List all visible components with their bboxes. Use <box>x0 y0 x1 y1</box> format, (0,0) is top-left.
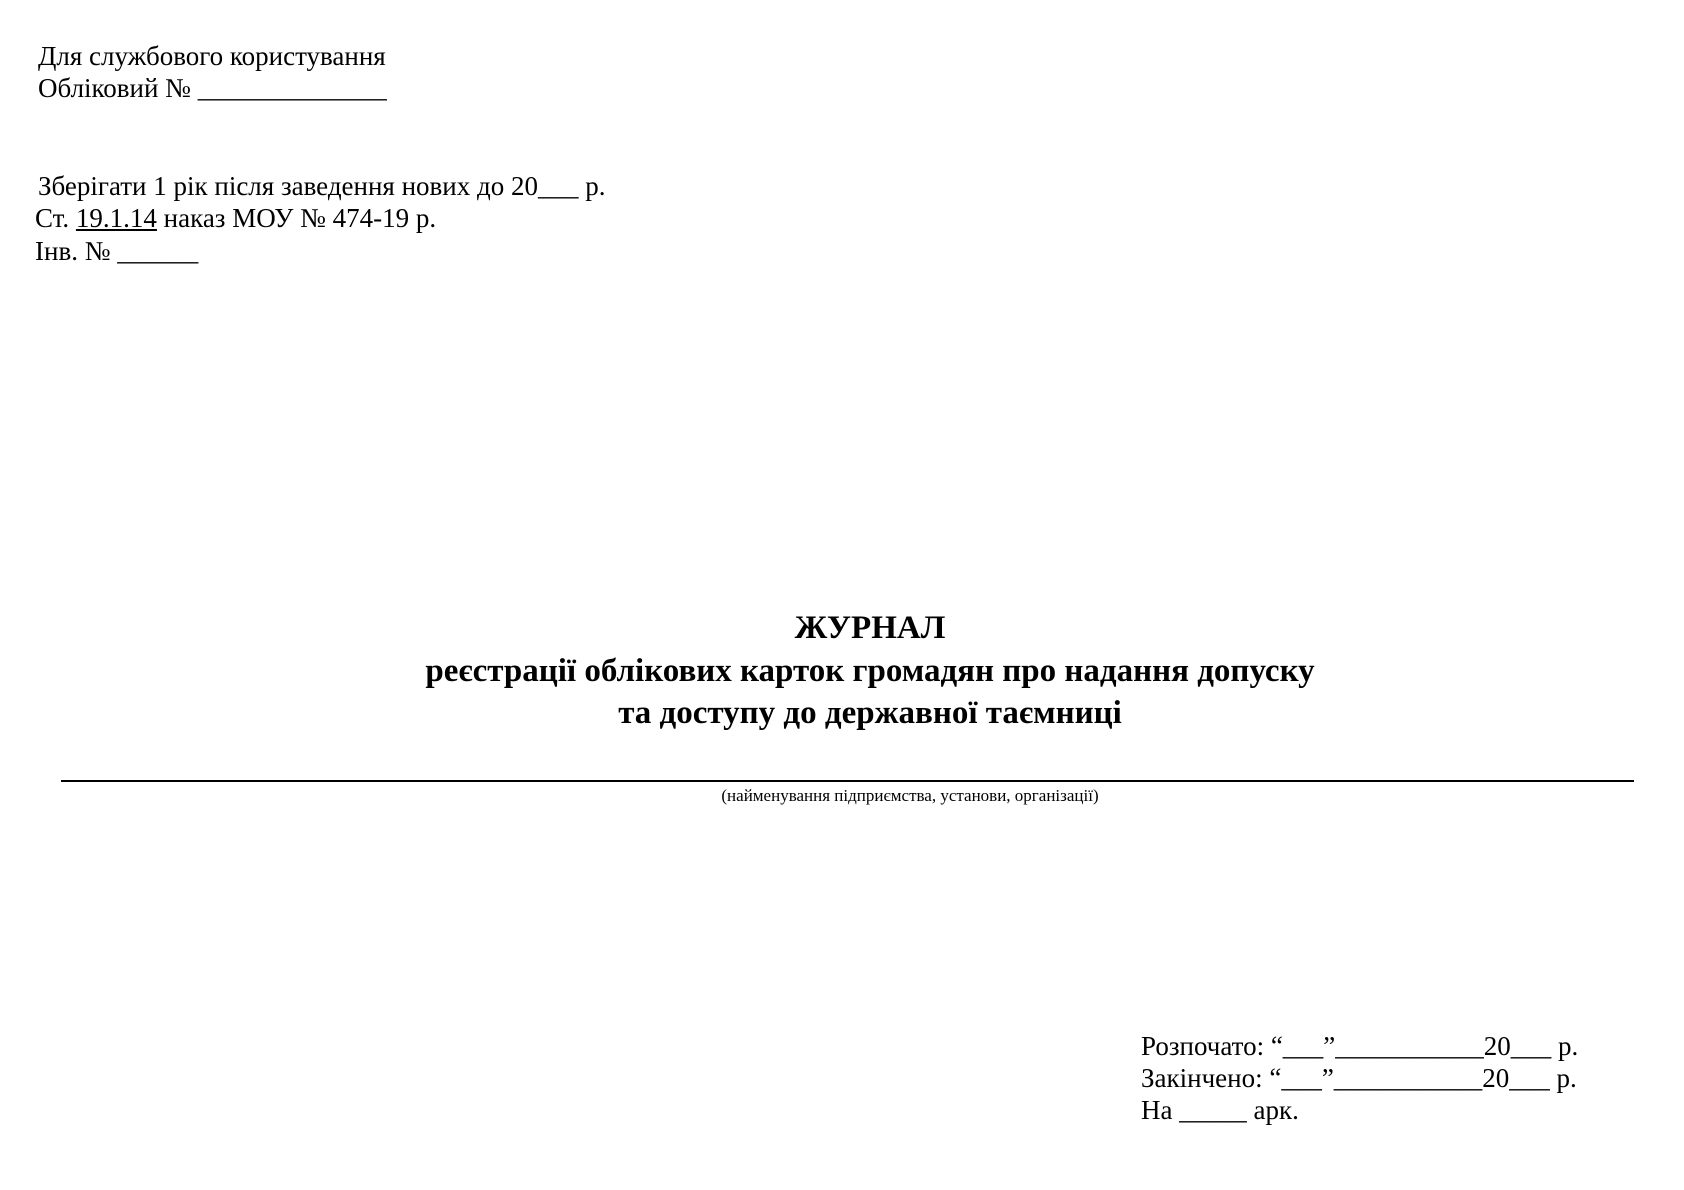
article-suffix: наказ МОУ № 474-19 р. <box>163 203 437 233</box>
journal-subtitle-line2: та доступу до державної таємниці <box>618 695 1122 731</box>
journal-subtitle-line1: реєстрації облікових карток громадян про надання допуску <box>425 653 1315 689</box>
finished-date-field: Закінчено: “___”___________20___ р. <box>1141 1063 1577 1093</box>
organization-caption: (найменування підприємства, установи, організації) <box>721 786 1099 805</box>
account-number-field: Обліковий № ______________ <box>38 73 387 103</box>
journal-title: ЖУРНАЛ <box>794 610 946 646</box>
started-date-field: Розпочато: “___”___________20___ р. <box>1141 1031 1579 1061</box>
sheet-count-field: На _____ арк. <box>1141 1095 1299 1125</box>
article-reference <box>35 202 436 234</box>
restriction-label: Для службового користування <box>38 41 386 71</box>
storage-term: Зберігати 1 рік після заведення нових до 20___ р. <box>38 171 606 201</box>
article-prefix: Ст. <box>35 203 70 233</box>
article-number: 19.1.14 <box>75 203 157 233</box>
organization-name-line <box>61 780 1634 782</box>
inventory-number-field: Інв. № ______ <box>35 236 199 266</box>
